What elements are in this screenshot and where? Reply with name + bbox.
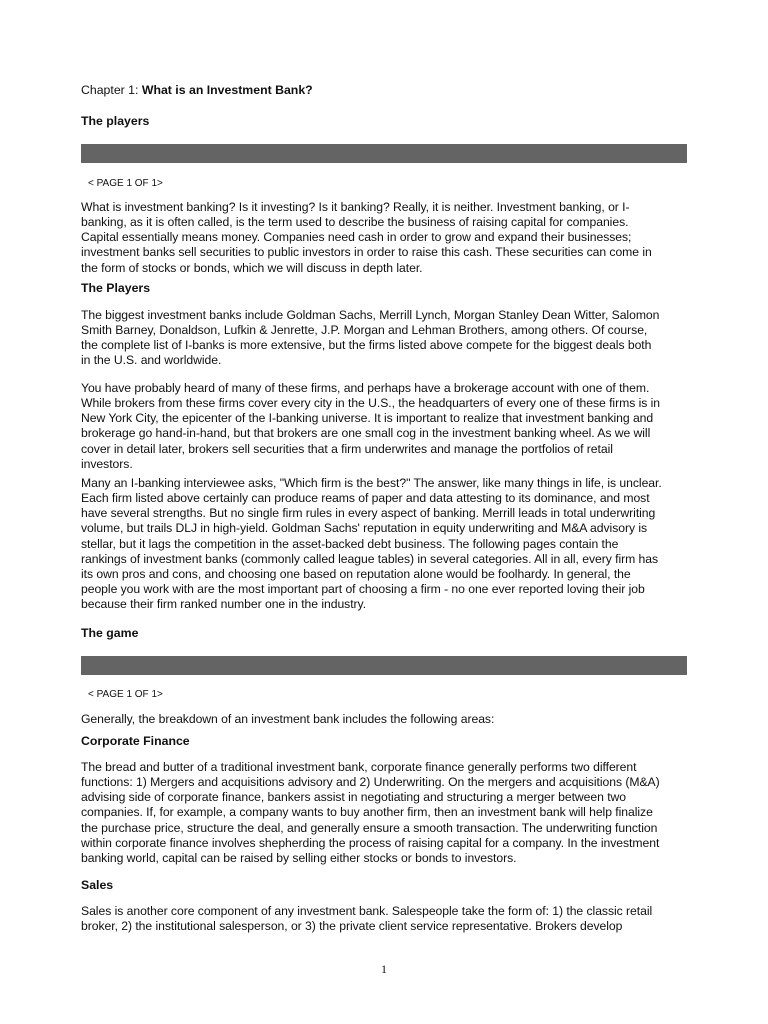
game-intro <box>81 712 691 727</box>
paragraph-line: banking, as it is often called, is the term used to describe the business of raising capital for companies. <box>81 215 629 230</box>
paragraph-line: volume, but trails DLJ in high-yield. Goldman Sachs' reputation in equity underwriting and M&A advisory is <box>81 521 648 536</box>
paragraph-line: people you work with are the most important part of choosing a firm - no one ever reported loving their job <box>81 582 645 597</box>
paragraph-line: Smith Barney, Donaldson, Lufkin & Jenrette, J.P. Morgan and Lehman Brothers, among others. Of course, <box>81 323 648 338</box>
paragraph-line: within corporate finance involves shepherding the process of raising capital for a company. In the investment <box>81 835 660 850</box>
heading-sales: Sales <box>81 878 114 892</box>
heading-corporate-finance: Corporate Finance <box>81 734 190 748</box>
chapter-title: What is an Investment Bank? <box>141 83 313 97</box>
paragraph-line: banking world, capital can be raised by selling either stocks or bonds to investors. <box>81 850 517 865</box>
paragraph-line: in the U.S. and worldwide. <box>81 353 222 368</box>
paragraph-line: While brokers from these firms cover every city in the U.S., the headquarters of every one of these firms is in <box>81 396 661 411</box>
paragraph-line: advising side of corporate finance, bankers assist in negotiating and structuring a merger between two <box>81 790 627 805</box>
chapter-line <box>81 83 313 98</box>
paragraph-line: have several strengths. But no single firm rules in every aspect of banking. Merrill leads in total underwriting <box>81 506 656 521</box>
paragraph-line: its own pros and cons, and choosing one based on reputation alone would be foolhardy. In general, the <box>81 566 631 581</box>
players-paragraph-2 <box>81 381 691 472</box>
paragraph-line: rankings of investment banks (commonly called league tables) in several categories. All in all, every firm has <box>81 551 659 566</box>
corporate-finance-paragraph <box>81 760 691 866</box>
paragraph-line: companies. If, for example, a company wants to buy another firm, then an investment bank will help finalize <box>81 805 653 820</box>
paragraph-line: cover in detail later, brokers sell securities that a firm underwrites and manage the portfolios of retail <box>81 441 613 456</box>
paragraph-line: brokerage go hand-in-hand, but that brokers are one small cog in the investment banking wheel. As we will <box>81 426 651 441</box>
paragraph-line: The bread and butter of a traditional investment bank, corporate finance generally performs two different <box>81 760 637 774</box>
section-title-game: The game <box>81 626 139 640</box>
pager-label: < PAGE 1 OF 1> <box>88 689 163 700</box>
paragraph-line: What is investment banking? Is it investing? Is it banking? Really, it is neither. Investment banking, or I- <box>81 200 630 214</box>
paragraph-line: the purchase price, structure the deal, and generally ensure a smooth transaction. The underwriting function <box>81 820 658 835</box>
paragraph-line: Generally, the breakdown of an investment bank includes the following areas: <box>81 712 495 726</box>
paragraph-line: Each firm listed above certainly can produce reams of paper and data attesting to its dominance, and most <box>81 491 650 506</box>
paragraph-line: because their firm ranked number one in the industry. <box>81 597 367 612</box>
section-title-players: The players <box>81 114 150 128</box>
paragraph-line: Many an I-banking interviewee asks, "Which firm is the best?" The answer, like many things in life, is unclear. <box>81 476 662 490</box>
paragraph-line: New York City, the epicenter of the I-banking universe. It is important to realize that investment banking and <box>81 411 654 426</box>
paragraph-line: Capital essentially means money. Companies need cash in order to grow and expand their businesses; <box>81 230 632 245</box>
paragraph-line: broker, 2) the institutional salesperson, or 3) the private client service representative. Brokers develop <box>81 919 623 934</box>
paragraph-line: The biggest investment banks include Goldman Sachs, Merrill Lynch, Morgan Stanley Dean Witter, Salomon <box>81 308 660 322</box>
pager-label: < PAGE 1 OF 1> <box>88 178 163 189</box>
chapter-prefix: Chapter 1: <box>81 83 142 97</box>
paragraph-line: investors. <box>81 456 133 471</box>
players-paragraph-1 <box>81 308 691 369</box>
heading-the-players: The Players <box>81 281 151 295</box>
paragraph-line: the form of stocks or bonds, which we will discuss in depth later. <box>81 260 423 275</box>
paragraph-line: You have probably heard of many of these firms, and perhaps have a brokerage account with one of them. <box>81 381 650 395</box>
section-divider-bar <box>81 656 687 675</box>
players-paragraph-3 <box>81 476 691 612</box>
page-number: 1 <box>381 962 387 976</box>
paragraph-line: Sales is another core component of any investment bank. Salespeople take the form of: 1) the classic retail <box>81 904 653 918</box>
paragraph-line: the complete list of I-banks is more extensive, but the firms listed above compete for the biggest deals both <box>81 338 652 353</box>
paragraph-line: stellar, but it lags the competition in the asset-backed debt business. The following pages contain the <box>81 536 619 551</box>
intro-paragraph <box>81 200 691 276</box>
paragraph-line: functions: 1) Mergers and acquisitions advisory and 2) Underwriting. On the mergers and acquisitions (M&A) <box>81 775 660 790</box>
section-divider-bar <box>81 144 687 163</box>
sales-paragraph <box>81 904 691 934</box>
paragraph-line: investment banks sell securities to public investors in order to raise this cash. These securities can come in <box>81 245 652 260</box>
